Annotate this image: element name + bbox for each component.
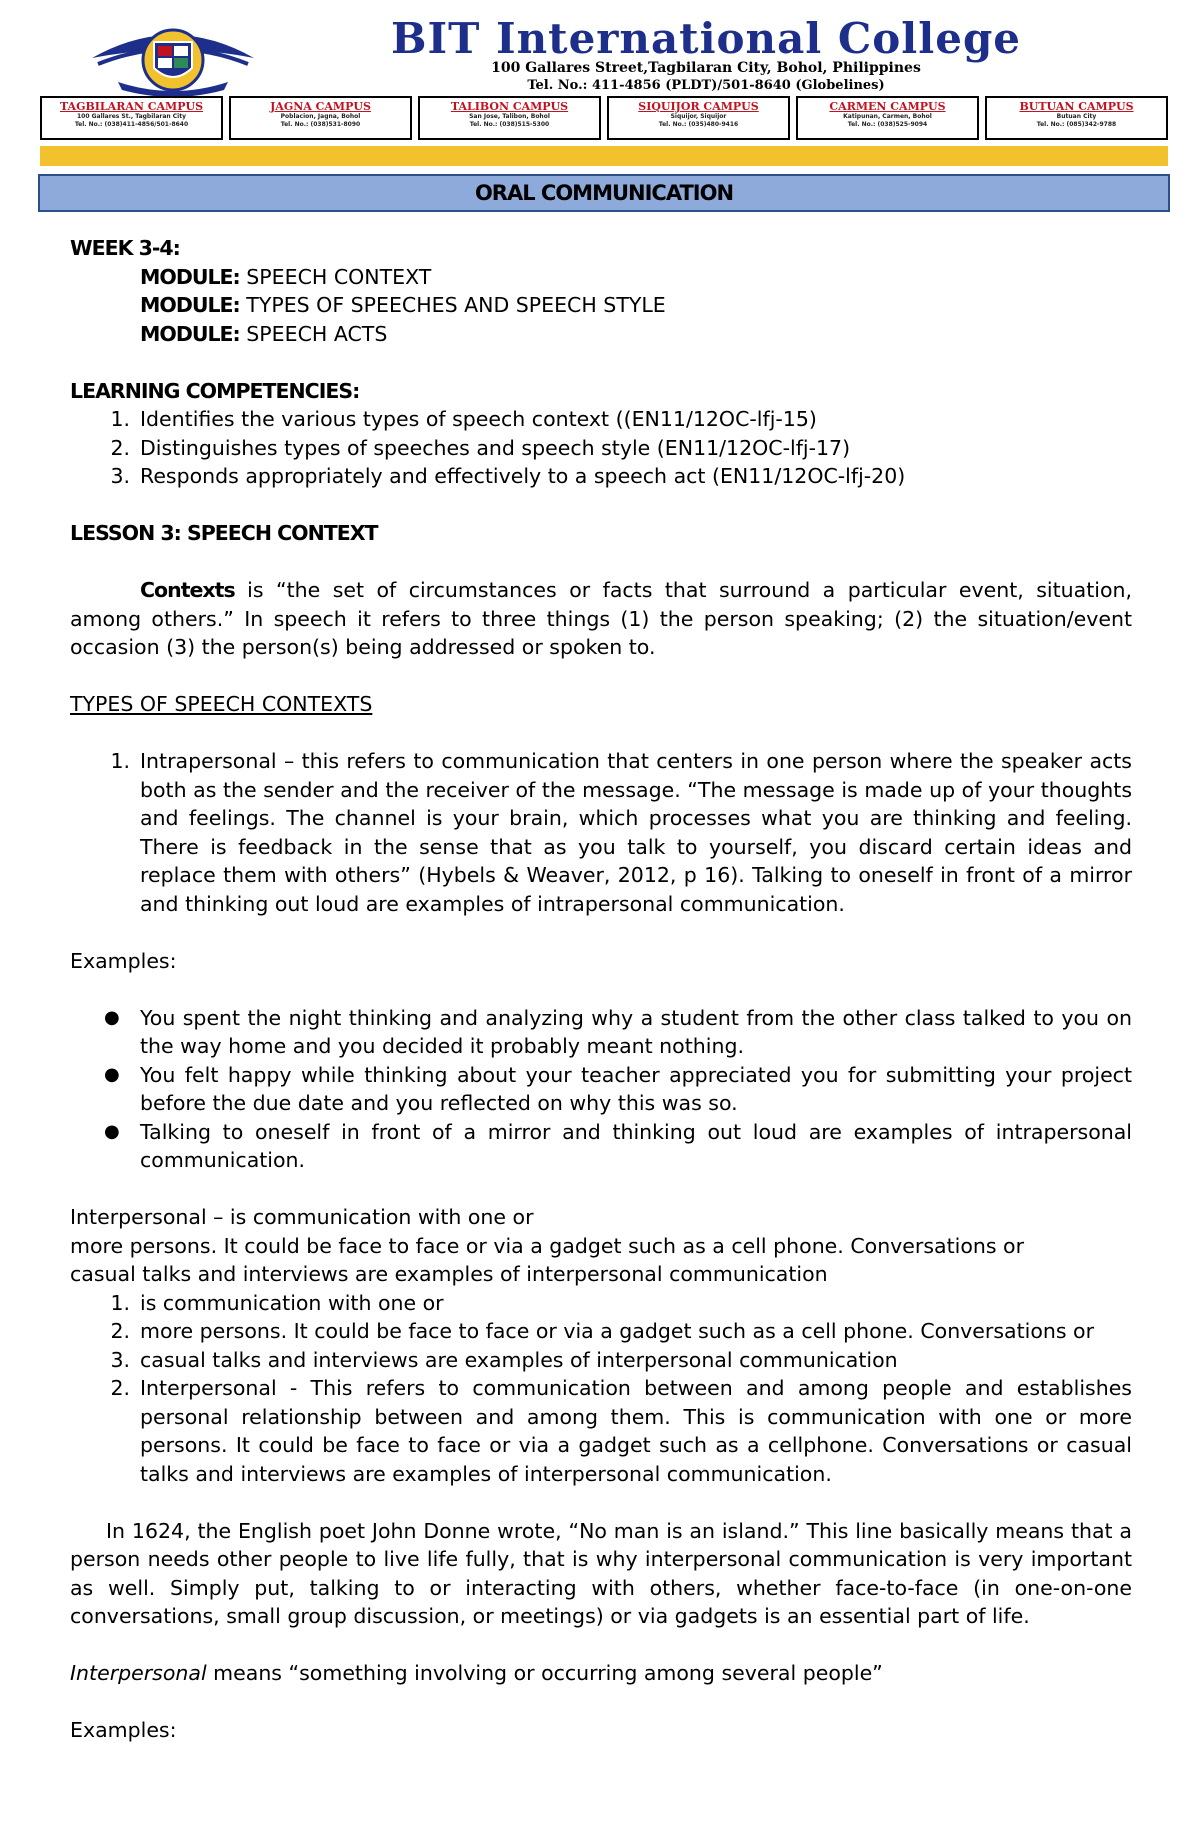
context-definition — [70, 576, 1132, 662]
module-label: MODULE: — [140, 293, 240, 317]
college-telephone: Tel. No.: 411-4856 (PLDT)/501-8640 (Globelines) — [527, 78, 885, 93]
campus-info: Tel. No.: (038)515-5300 — [469, 121, 550, 128]
list-item — [70, 1061, 1132, 1118]
campus-name: SIQUIJOR CAMPUS — [638, 100, 759, 113]
bullet-icon: ● — [104, 1063, 120, 1085]
campus-box — [229, 96, 412, 140]
context-term: Contexts — [140, 578, 235, 602]
interpersonal-def-text: means “something involving or occurring among several people” — [206, 1661, 883, 1685]
campus-info: Siquijor, Siquijor — [670, 113, 727, 120]
campus-info: Butuan City — [1056, 113, 1097, 120]
campus-info: San Jose, Talibon, Bohol — [469, 113, 550, 120]
subject-banner — [38, 174, 1170, 212]
context-text: is “the set of circumstances or facts that surround a particular event, situation, among others.” In speech it refers to three things (1) the person speaking; (2) the situation/event occasion (3) the person(s) being addressed or spoken to. — [70, 578, 1132, 659]
campus-info: Tel. No.: (035)480-9416 — [658, 121, 739, 128]
list-item-text: Responds appropriately and effectively to a speech act (EN11/12OC-lfj-20) — [140, 464, 906, 488]
list-item-text: Talking to oneself in front of a mirror and thinking out loud are examples of intrapersonal communication. — [140, 1119, 1132, 1172]
campus-name: TAGBILARAN CAMPUS — [59, 100, 204, 113]
competencies-heading: LEARNING COMPETENCIES: — [70, 378, 360, 403]
list-number: 1. — [110, 749, 130, 773]
list-item-text: Distinguishes types of speeches and speech style (EN11/12OC-lfj-17) — [140, 435, 851, 460]
list-number: 3. — [110, 1347, 130, 1372]
list-item — [70, 1004, 1132, 1061]
module-text: TYPES OF SPEECHES AND SPEECH STYLE — [246, 293, 666, 317]
examples-label: Examples: — [70, 1718, 177, 1742]
list-item-text: more persons. It could be face to face or via a gadget such as a cell phone. Conversations or — [140, 1319, 1095, 1343]
list-number: 2. — [110, 435, 130, 460]
module-label: MODULE: — [140, 321, 240, 346]
list-item — [104, 434, 1132, 463]
donne-paragraph: In 1624, the English poet John Donne wrote, “No man is an island.” This line basically means that a person needs other people to live life fully, that is why interpersonal communication is very important as well. Simply put, talking to or interacting with others, whether face-to-face (in one-on-one conversations, small group discussion, or meetings) or via gadgets is an essential part of life. — [70, 1518, 1132, 1628]
list-item — [70, 1118, 1132, 1175]
list-item-text: casual talks and interviews are examples of interpersonal communication — [140, 1347, 898, 1372]
list-number: 1. — [110, 1290, 130, 1315]
list-item — [104, 1374, 1132, 1488]
interpersonal-line: casual talks and interviews are examples of interpersonal communication — [70, 1262, 828, 1286]
list-item — [104, 747, 1132, 918]
interpersonal-definition — [70, 1659, 1132, 1688]
campus-name: JAGNA CAMPUS — [270, 100, 371, 113]
list-number: 3. — [110, 464, 130, 488]
college-logo — [88, 20, 258, 96]
list-item — [104, 1346, 1132, 1375]
campus-name: BUTUAN CAMPUS — [1019, 100, 1134, 113]
interpersonal-line: Interpersonal – is communication with one or — [70, 1205, 534, 1229]
campus-name: TALIBON CAMPUS — [450, 100, 569, 113]
list-item-text: is communication with one or — [140, 1290, 444, 1315]
subject-title: ORAL COMMUNICATION — [474, 181, 734, 205]
list-item-text: You spent the night thinking and analyzing why a student from the other class talked to you on the way home and you decided it probably meant nothing. — [140, 1005, 1132, 1058]
college-name: BIT International College — [390, 14, 1022, 63]
campus-name: CARMEN CAMPUS — [829, 100, 946, 113]
interpersonal-term: Interpersonal — [70, 1661, 207, 1685]
campus-box — [985, 96, 1168, 140]
module-line — [70, 291, 1132, 320]
campus-box — [796, 96, 979, 140]
campus-list — [40, 96, 1168, 140]
examples-list — [70, 1004, 1132, 1175]
module-text: SPEECH ACTS — [246, 321, 388, 346]
campus-info: Poblacion, Jagna, Bohol — [280, 113, 361, 120]
list-item — [104, 405, 1132, 434]
speech-context-list — [70, 747, 1132, 918]
list-item-text: Identifies the various types of speech context ((EN11/12OC-lfj-15) — [140, 407, 817, 431]
campus-info: Tel. No.: (085)342-9788 — [1036, 121, 1117, 128]
list-item-text: Intrapersonal – this refers to communication that centers in one person where the speaker acts both as the sender and the receiver of the message. “The message is made up of your thoughts and feelings. The channel is your brain, which processes what you are thinking and feeling. There is feedback in the sense that as you talk to yourself, you discard certain ideas and replace them with others” (Hybels & Weaver, 2012, p 16). Talking to oneself in front of a mirror and thinking out loud are examples of intrapersonal communication. — [140, 749, 1132, 916]
campus-box — [40, 96, 223, 140]
bullet-icon: ● — [104, 1006, 120, 1028]
types-heading: TYPES OF SPEECH CONTEXTS — [70, 692, 373, 716]
interpersonal-line: more persons. It could be face to face or via a gadget such as a cell phone. Conversations or — [70, 1233, 1025, 1258]
list-number: 2. — [110, 1319, 130, 1343]
module-label: MODULE: — [140, 264, 240, 289]
campus-info: Tel. No.: (038)525-9094 — [847, 121, 928, 128]
document-body — [70, 234, 1132, 1745]
lesson-title: LESSON 3: SPEECH CONTEXT — [70, 521, 378, 545]
list-item-text: You felt happy while thinking about your teacher appreciated you for submitting your project before the due date and you reflected on why this was so. — [140, 1062, 1132, 1115]
campus-box — [418, 96, 601, 140]
campus-info: Tel. No.: (038)531-8090 — [280, 121, 361, 128]
campus-info: Tel. No.: (038)411-4856/501-8640 — [74, 121, 189, 128]
examples-label: Examples: — [70, 948, 177, 973]
list-item-text: Interpersonal - This refers to communication between and among people and establishes personal relationship between and among them. This is communication with one or more persons. It could be face to face or via a gadget such as a cellphone. Conversations or casual talks and interviews are examples of interpersonal communication. — [140, 1376, 1132, 1486]
campus-info: 100 Gallares St., Tagbilaran City — [76, 113, 186, 120]
module-line — [70, 263, 1132, 292]
list-item — [104, 1289, 1132, 1318]
list-item — [104, 1317, 1132, 1346]
college-address: 100 Gallares Street,Tagbilaran City, Bohol, Philippines — [491, 60, 921, 76]
bullet-icon: ● — [104, 1120, 120, 1142]
competencies-list — [70, 405, 1132, 491]
module-line — [70, 320, 1132, 349]
interpersonal-list — [70, 1289, 1132, 1489]
campus-box — [607, 96, 790, 140]
list-item — [104, 462, 1132, 491]
campus-info: Katipunan, Carmen, Bohol — [843, 113, 932, 120]
list-number: 1. — [110, 407, 130, 431]
module-text: SPEECH CONTEXT — [246, 264, 432, 289]
list-number: 2. — [110, 1376, 130, 1400]
week-label: WEEK 3-4: — [70, 236, 180, 260]
gold-divider-bar — [40, 146, 1168, 166]
